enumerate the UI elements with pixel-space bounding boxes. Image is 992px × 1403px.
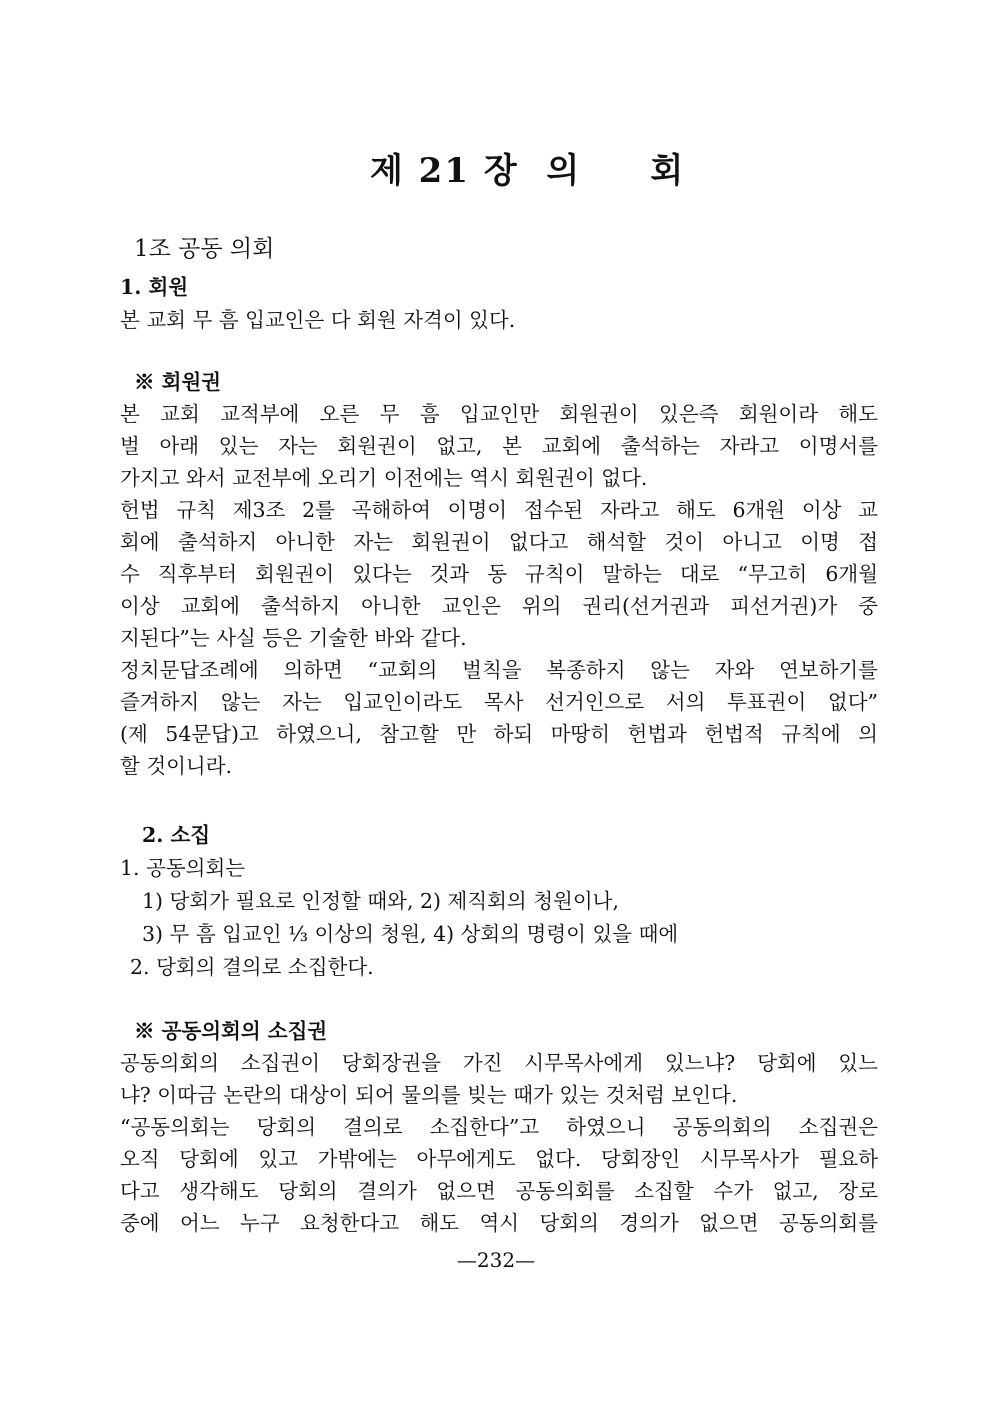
- body-line: 즐겨하지 않는 자는 입교인이라도 목사 선거인으로 서의 투표권이 없다”: [120, 690, 878, 714]
- body-line: 냐? 이따금 논란의 대상이 되어 물의를 빚는 때가 있는 것처럼 보인다.: [120, 1083, 738, 1107]
- body-line: 본 교회 무 흠 입교인은 다 회원 자격이 있다.: [120, 308, 516, 332]
- body-line: 공동의회의 소집권이 당회장권을 가진 시무목사에게 있느냐? 당회에 있느: [120, 1051, 878, 1075]
- body-line: (제 54문답)고 하였으니, 참고할 만 하되 마땅히 헌법과 헌법적 규칙에 의: [120, 722, 878, 746]
- body-line: “공동의회는 당회의 결의로 소집한다”고 하였으니 공동의회의 소집권은: [120, 1115, 878, 1139]
- body-line: 중에 어느 누구 요청한다고 해도 역시 당회의 경의가 없으면 공동의회를: [120, 1211, 878, 1235]
- body-line: 정치문답조례에 의하면 “교회의 벌칙을 복종하지 않는 자와 연보하기를: [120, 658, 878, 682]
- body-line: 이상 교회에 출석하지 아니한 교인은 위의 권리(선거권과 피선거권)가 중: [120, 594, 878, 618]
- note-heading-membership-rights: ※ 회원권: [134, 370, 222, 394]
- list-item: 3) 무 흠 입교인 ⅓ 이상의 청원, 4) 상회의 명령이 있을 때에: [142, 922, 679, 946]
- list-item: 1. 공동의회는: [120, 856, 246, 880]
- note-heading-convening-authority: ※ 공동의회의 소집권: [134, 1019, 328, 1043]
- section-title: 1조 공동 의회: [134, 236, 275, 262]
- body-line: 다고 생각해도 당회의 결의가 없으면 공동의회를 소집할 수가 없고, 장로: [120, 1179, 878, 1203]
- subsection-heading-convening: 2. 소집: [142, 823, 211, 847]
- body-line: 오직 당회에 있고 가밖에는 아무에게도 없다. 당회장인 시무목사가 필요하: [120, 1147, 878, 1171]
- page-number: —232—: [456, 1248, 536, 1272]
- body-line: 지된다”는 사실 등은 기술한 바와 같다.: [120, 626, 467, 650]
- subsection-heading-members: 1. 회원: [120, 275, 189, 299]
- body-line: 가지고 와서 교전부에 오리기 이전에는 역시 회원권이 없다.: [120, 466, 648, 490]
- list-item: 1) 당회가 필요로 인정할 때와, 2) 제직회의 청원이나,: [142, 889, 619, 913]
- body-line: 할 것이니라.: [120, 754, 233, 778]
- body-line: 수 직후부터 회원권이 있다는 것과 동 규칙이 말하는 대로 “무고히 6개월: [120, 562, 878, 586]
- body-line: 회에 출석하지 아니한 자는 회원권이 없다고 해석할 것이 아니고 이명 접: [120, 530, 878, 554]
- list-item: 2. 당회의 결의로 소집한다.: [130, 955, 374, 979]
- chapter-title: 제 21 장 의 회: [370, 151, 686, 191]
- body-line: 벌 아래 있는 자는 회원권이 없고, 본 교회에 출석하는 자라고 이명서를: [120, 434, 878, 458]
- body-line: 본 교회 교적부에 오른 무 흠 입교인만 회원권이 있은즉 회원이라 해도: [120, 402, 878, 426]
- body-line: 헌법 규칙 제3조 2를 곡해하여 이명이 접수된 자라고 해도 6개원 이상 교: [120, 498, 878, 522]
